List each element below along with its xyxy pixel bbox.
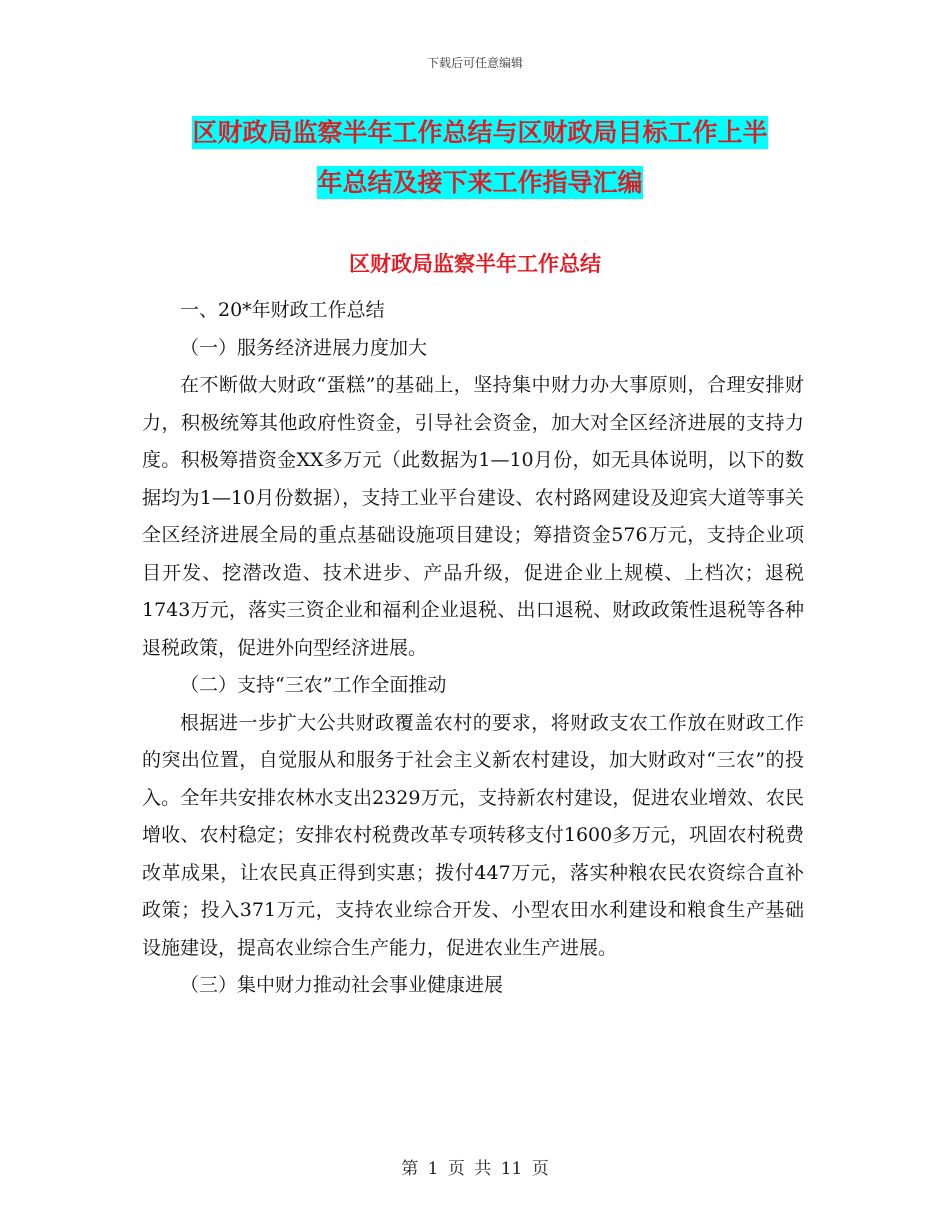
section-title: 区财政局监察半年工作总结 bbox=[349, 252, 601, 276]
paragraph-1: 在不断做大财政“蛋糕”的基础上，坚持集中财力办大事原则，合理安排财力，积极统筹其他政府性资金，引导社会资金，加大对全区经济进展的支持力度。积极筹措资金XX多万元（此数据为1—10月份，如无具体说明，以下的数据均为1—10月份数据），支持工业平台建设、农村路网建设及迎宾大道等事关全区经济进展全局的重点基础设施项目建设；筹措资金576万元，支持企业项目开发、挖潜改造、技术进步、产品升级，促进企业上规模、上档次；退税1743万元，落实三资企业和福利企业退税、出口退税、财政政策性退税等各种退税政策，促进外向型经济进展。 bbox=[142, 374, 804, 659]
document-body bbox=[142, 292, 804, 1005]
paragraph-2: 根据进一步扩大公共财政覆盖农村的要求，将财政支农工作放在财政工作的突出位置，自觉服从和服务于社会主义新农村建设，加大财政对“三农”的投入。全年共安排农林水支出2329万元，支持新农村建设，促进农业增效、农民增收、农村稳定；安排农村税费改革专项转移支付1600多万元，巩固农村税费改革成果，让农民真正得到实惠；拨付447万元，落实种粮农民农资综合直补政策；投入371万元，支持农业综合开发、小型农田水利建设和粮食生产基础设施建设，提高农业综合生产能力，促进农业生产进展。 bbox=[142, 711, 804, 959]
heading-sub-2: （二）支持“三农”工作全面推动 bbox=[180, 674, 447, 696]
heading-sub-3: （三）集中财力推动社会事业健康进展 bbox=[180, 974, 504, 996]
heading-level-1: 一、20*年财政工作总结 bbox=[180, 299, 385, 321]
heading-sub-1: （一）服务经济进展力度加大 bbox=[180, 336, 428, 359]
document-title-line-2: 年总结及接下来工作指导汇编 bbox=[317, 168, 643, 197]
document-title bbox=[140, 108, 820, 208]
page-footer: 第 1 页 共 11 页 bbox=[401, 1159, 549, 1179]
document-title-line-1: 区财政局监察半年工作总结与区财政局目标工作上半 bbox=[192, 118, 768, 147]
header-note: 下载后可任意编辑 bbox=[426, 56, 523, 70]
